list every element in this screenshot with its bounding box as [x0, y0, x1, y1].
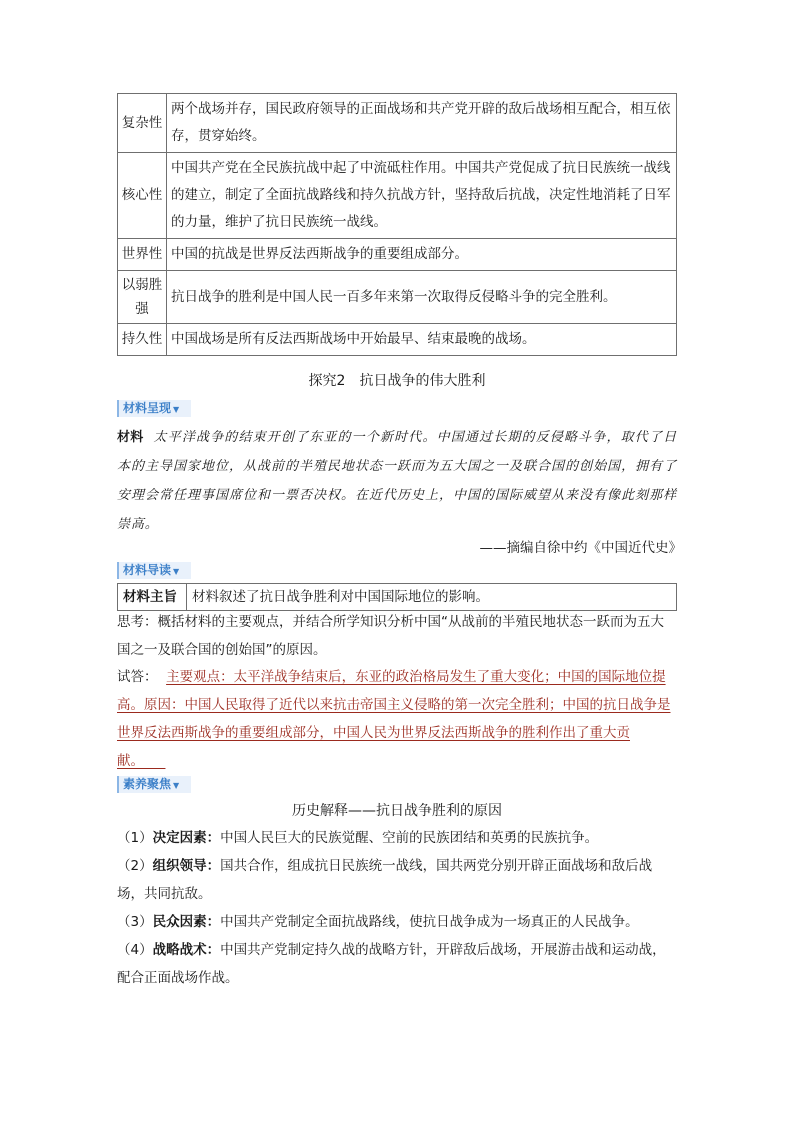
guide-tag-label: 材料导读 — [123, 563, 172, 577]
chevron-down-icon: ▼ — [173, 567, 180, 576]
answer-label: 试答： — [117, 669, 158, 685]
material-tag — [117, 400, 191, 417]
item-label: 决定因素： — [152, 830, 221, 846]
row-label: 复杂性 — [118, 94, 167, 153]
chevron-down-icon: ▼ — [173, 405, 180, 414]
row-text: 中国战场是所有反法西斯战场中开始最早、结束最晚的战场。 — [167, 324, 677, 356]
table-row — [118, 239, 677, 271]
row-label: 以弱胜强 — [118, 271, 167, 324]
table-row — [118, 584, 677, 611]
item-number: （4） — [117, 942, 153, 958]
guide-label: 材料主旨 — [118, 584, 187, 611]
row-text: 中国共产党在全民族抗战中起了中流砥柱作用。中国共产党促成了抗日民族统一战线的建立，制定了全面抗战路线和持久抗战方针，坚持敌后抗战，决定性地消耗了日军的力量，维护了抗日民族统一战线。 — [167, 153, 677, 239]
item-text: 中国人民巨大的民族觉醒、空前的民族团结和英勇的民族抗争。 — [220, 830, 599, 846]
chevron-down-icon: ▼ — [173, 781, 180, 790]
answer-text: 主要观点：太平洋战争结束后，东亚的政治格局发生了重大变化；中国的国际地位提高。原因：中国人民取得了近代以来抗击帝国主义侵略的第一次完全胜利；中国的抗日战争是世界反法西斯战争的重要组成部分，中国人民为世界反法西斯战争的胜利作出了重大贡献。 — [117, 669, 671, 769]
row-text: 抗日战争的胜利是中国人民一百多年来第一次取得反侵略斗争的完全胜利。 — [167, 271, 677, 324]
focus-item — [117, 908, 677, 936]
row-text: 中国的抗战是世界反法西斯战争的重要组成部分。 — [167, 239, 677, 271]
material-text — [117, 423, 677, 539]
guide-text: 材料叙述了抗日战争胜利对中国国际地位的影响。 — [187, 584, 677, 611]
material-source: ——摘编自徐中约《中国近代史》 — [479, 540, 682, 556]
item-label: 民众因素： — [152, 914, 221, 930]
question-block — [117, 608, 677, 664]
question-text: 概括材料的主要观点，并结合所学知识分析中国“从战前的半殖民地状态一跃而为五大国之一及联合国的创始国”的原因。 — [117, 614, 664, 658]
table-row — [118, 94, 677, 153]
answer-block — [117, 663, 677, 775]
material-body: 太平洋战争的结束开创了东亚的一个新时代。中国通过长期的反侵略斗争，取代了日本的主导国家地位，从战前的半殖民地状态一跃而为五大国之一及联合国的创始国，拥有了安理会常任理事国席位和一票否决权。在近代历史上，中国的国际威望从来没有像此刻那样崇高。 — [117, 430, 677, 532]
table-row — [118, 153, 677, 239]
row-label: 核心性 — [118, 153, 167, 239]
item-label: 战略战术： — [152, 942, 221, 958]
characteristics-table — [117, 93, 677, 356]
focus-item — [117, 852, 677, 908]
focus-item — [117, 824, 677, 852]
guide-tag — [117, 562, 191, 579]
row-label: 持久性 — [118, 324, 167, 356]
item-text: 中国共产党制定全面抗战路线，使抗日战争成为一场真正的人民战争。 — [220, 914, 639, 930]
row-label: 世界性 — [118, 239, 167, 271]
item-text: 中国共产党制定持久战的战略方针，开辟敌后战场，开展游击战和运动战，配合正面战场作战。 — [117, 942, 666, 986]
item-text: 国共合作，组成抗日民族统一战线，国共两党分别开辟正面战场和敌后战场，共同抗敌。 — [117, 858, 653, 902]
table-row — [118, 271, 677, 324]
item-label: 组织领导： — [152, 858, 221, 874]
section-title: 探究2 抗日战争的伟大胜利 — [308, 373, 486, 389]
material-tag-label: 材料呈现 — [123, 401, 172, 415]
row-text: 两个战场并存，国民政府领导的正面战场和共产党开辟的敌后战场相互配合，相互依存，贯穿始终。 — [167, 94, 677, 153]
focus-title: 历史解释——抗日战争胜利的原因 — [292, 803, 502, 819]
table-row — [118, 324, 677, 356]
focus-tag — [117, 776, 191, 793]
focus-item — [117, 936, 677, 992]
guide-table — [117, 583, 677, 611]
item-number: （2） — [117, 858, 153, 874]
item-number: （3） — [117, 914, 153, 930]
item-number: （1） — [117, 830, 153, 846]
focus-tag-label: 素养聚焦 — [123, 777, 172, 791]
question-label: 思考： — [117, 614, 158, 630]
material-keyword: 材料 — [117, 430, 144, 445]
